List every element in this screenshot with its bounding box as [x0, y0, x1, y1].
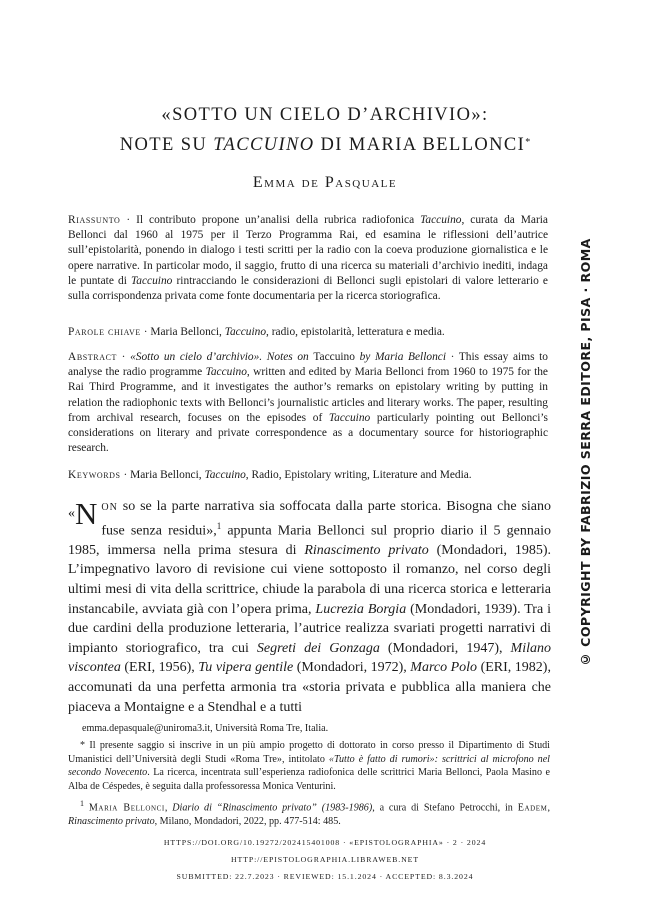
smallcaps-text: Eadem [517, 802, 548, 814]
text: so se la parte narrativa sia soffocata dalla parte storica. Bisogna che siano fuse senza residui», [101, 499, 551, 539]
title-text: NOTE SU [119, 135, 214, 155]
text: This essay aims to analyse the radio programme [68, 351, 548, 379]
text: rintracciando le considerazioni di Bellonci sugli epistolari di valore letterario e sulla corrispondenza privata come fonte documentaria per la ricerca storiografica. [68, 274, 548, 303]
title-italic: TACCUINO [213, 135, 315, 155]
text: (Mondadori, 1972), [293, 660, 411, 676]
separator: · [446, 351, 459, 363]
italic-text: Milano viscontea [68, 640, 551, 676]
separator: · [120, 214, 137, 226]
journal-url[interactable]: HTTP://EPISTOLOGRAPHIA.LIBRAWEB.NET [231, 855, 419, 864]
text: (Mondadori, 1939). Tra i due cardini della produzione letteraria, l’autrice realizza svariati progetti narrativi di impianto storiografico, tra cui [68, 601, 551, 656]
copyright-sidebar: © COPYRIGHT BY FABRIZIO SERRA EDITORE, PISA · ROMA [578, 238, 593, 668]
title-text: DI MARIA BELLONCI [314, 135, 526, 155]
abstract-title: «Sotto un cielo d’archivio». Notes on [130, 351, 314, 363]
open-quote: « [68, 506, 75, 521]
text: . La ricerca, incentrata sull’esperienza radiofonica delle scrittrici Maria Bellonci, Paola Masino e Alba de Céspedes, è seguita dalla professoressa Monica Venturini. [68, 767, 550, 792]
submission-dates: SUBMITTED: 22.7.2023 · REVIEWED: 15.1.2024 · ACCEPTED: 8.3.2024 [176, 872, 474, 881]
italic-text: Tu vipera gentile [198, 660, 294, 676]
text: , a cura di Stefano Petrocchi, in [372, 802, 518, 814]
article-title [0, 100, 650, 160]
text: (Mondadori, 1985). L’impegnativo lavoro di revisione cui viene sottoposto il romanzo, nel corso degli ultimi mesi di vita della scrittrice, chiude la parabola di una ricerca storica e letteraria instancabile, avviata già con l’opera prima, [68, 542, 551, 617]
text: , written and edited by Maria Bellonci from 1960 to 1975 for the Rai Third Programme, and it investigates the author’s remarks on epistolary writing by putting in relation the radiophonic texts with Bellonci’s journalistic articles and literary works. The paper, resulting from archival research, focuses on the episodes of [68, 366, 548, 424]
text: , [547, 802, 551, 814]
parole-chiave-label: Parole chiave [68, 326, 141, 338]
text: Il contributo propone un’analisi della rubrica radiofonica [136, 214, 421, 226]
title-line-1: «SOTTO UN CIELO D’ARCHIVIO»: [161, 105, 489, 125]
title-line-2 [0, 130, 650, 160]
text: particularly pointing out Bellonci’s considerations on literary and private correspondence as a documentary source for historiographic research. [68, 411, 548, 455]
riassunto-label: Riassunto [68, 214, 121, 226]
italic-text: Taccuino [131, 274, 173, 287]
separator: · [140, 326, 151, 338]
italic-text: Taccuino [420, 214, 462, 226]
italic-text: Taccuino [224, 326, 267, 338]
footnote-mark: 1 [80, 799, 84, 808]
author-name: Emma de Pasquale [252, 174, 398, 191]
title-footnote-mark: * [525, 137, 531, 148]
text: (ERI, 1956), [120, 660, 199, 676]
smallcaps-text: Maria Bellonci [88, 802, 165, 814]
italic-text: Rinascimento privato [68, 815, 155, 827]
italic-text: Taccuino [204, 469, 246, 481]
italic-text: Taccuino [205, 366, 247, 379]
text: appunta Maria Bellonci sul proprio diario il 5 gennaio 1985, immersa nella prima stesura di [68, 523, 551, 558]
footnote-1 [68, 797, 550, 828]
drop-cap [68, 496, 98, 531]
italic-text: «Tutto è fatto di rumori»: scrittrici al microfono nel secondo Novecento [68, 753, 550, 778]
text: , radio, epistolarità, letteratura e media. [266, 326, 445, 338]
abstract-label: Abstract [68, 351, 118, 363]
footnote-mark: * [80, 740, 86, 751]
italic-text: Rinascimento privato [304, 542, 429, 558]
text: , Milano, Mondadori, 2022, pp. 477-514: 485. [154, 815, 341, 827]
text: , curata da Maria Bellonci dal 1960 al 1975 per il Terzo Programma Rai, ed esamina le riflessioni dell’autrice sull’epistolarità, ponendo in dialogo i testi scritti per la radio con la coeva produzione giornalistica e le opere narrative. In particolar modo, il saggio, frutto di una ricerca su materiali d’archivio inediti, indaga le puntate di [68, 214, 548, 287]
footnote-email: emma.depasquale@uniroma3.it, Università Roma Tre, Italia. [82, 723, 329, 734]
text: (Mondadori, 1947), [379, 640, 511, 656]
keywords [68, 468, 548, 483]
riassunto [68, 213, 548, 304]
italic-text: Segreti dei Gonzaga [256, 640, 380, 656]
italic-text: Lucrezia Borgia [315, 601, 407, 617]
abstract-title: by Maria Bellonci [354, 351, 446, 363]
footnote-star [68, 739, 550, 793]
text: Il presente saggio si inscrive in un più ampio progetto di dottorato in corso presso il Dipartimento di Studi Umanistici dell’Università degli Studi «Roma Tre», intitolato [68, 740, 550, 765]
italic-text: Marco Polo [410, 660, 478, 676]
text: Maria Bellonci, [130, 469, 205, 481]
abstract [68, 350, 548, 456]
doi-line[interactable]: HTTPS://DOI.ORG/10.19272/202415401008 · «EPISTOLOGRAPHIA» · 2 · 2024 [163, 838, 487, 847]
text: , Radio, Epistolary writing, Literature and Media. [245, 469, 472, 481]
keywords-label: Keywords [68, 469, 121, 481]
parole-chiave [68, 325, 548, 340]
body-paragraph [68, 497, 551, 717]
smallcaps-text: on [101, 499, 118, 514]
drop-cap-letter: N [75, 496, 98, 531]
separator: · [120, 469, 131, 481]
abstract-title: Taccuino [313, 351, 355, 363]
footnote-ref-link[interactable]: 1 [216, 520, 222, 531]
text: (ERI, 1982), accomunati da una perfetta armonia tra «storia privata e pubblica alla maniera che piaceva a Montaigne e a Stendhal e a tutti [68, 660, 551, 715]
separator: · [117, 351, 131, 363]
italic-text: Taccuino [328, 411, 371, 424]
text: Maria Bellonci, [150, 326, 225, 338]
italic-text: Diario di “Rinascimento privato” (1983-1986) [172, 802, 373, 814]
text: , [164, 802, 173, 814]
